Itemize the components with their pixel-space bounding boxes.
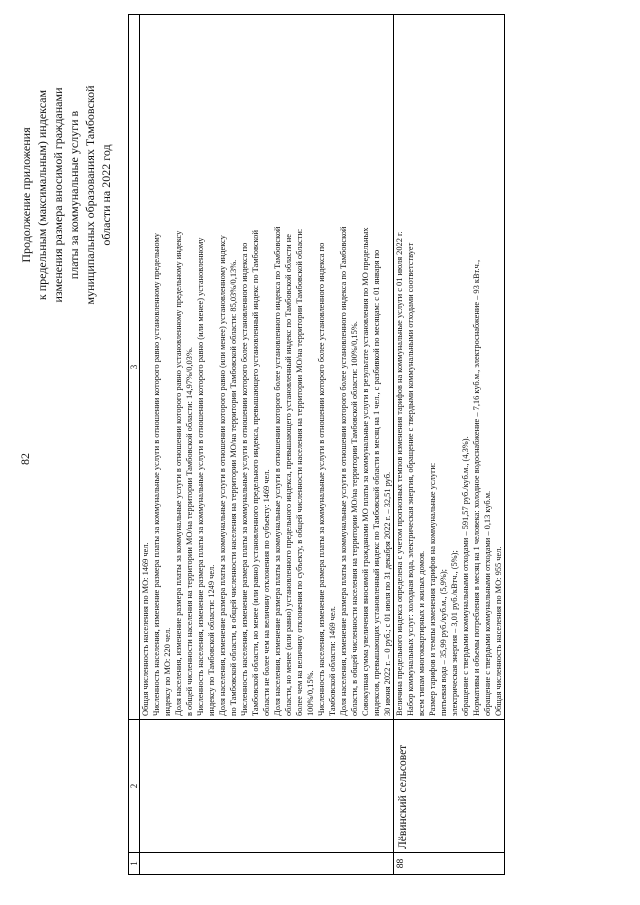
text-line: области не более чем на величину отклонения по субъекту: 1469 чел. xyxy=(262,469,271,716)
text-line: Размер тарифов и темпы изменения тарифов на коммунальные услуги: xyxy=(428,462,437,716)
text-line: Совокупная сумма увеличения вносимой гражданами МО платы за коммунальные услуги в результате установления по МО предельных xyxy=(361,227,370,716)
text-line: Тамбовской области: 1469 чел. xyxy=(328,606,337,716)
text-line: Численность населения, изменение размера платы за коммунальные услуги в отношении которого более установленного индекса по xyxy=(317,242,326,716)
page-number: 82 xyxy=(18,453,32,465)
text-line: Численность населения, изменение размера платы за коммунальные услуги в отношении которого равно (или менее) установленному xyxy=(196,237,205,716)
text-line: Тамбовской области, но менее (или равно) установленного предельного индекса, превышающего установленный индекс по Тамбовской xyxy=(251,230,260,716)
column-header: 2 xyxy=(129,720,140,853)
text-line: Общая численность населения по МО: 955 чел. xyxy=(494,546,503,716)
text-line: 100%/0,15%. xyxy=(306,670,315,716)
text-line: всем типам многоквартирных и жилых домов. xyxy=(417,550,426,716)
table-row xyxy=(394,15,505,875)
text-line: Общая численность населения по МО: 1469 чел. xyxy=(141,542,150,716)
heading-line: платы за коммунальные услуги в xyxy=(67,110,81,280)
text-line: более чем на величину отклонения по субъекту, в общей численности населения на территории МО/на территории Тамбовской области: xyxy=(295,228,304,716)
municipality-name: Лёвинский сельсовет xyxy=(394,720,505,853)
text-line: Доля населения, изменение размера платы за коммунальные услуги в отношении которого равно установленному предельному индексу xyxy=(174,230,183,716)
text-line: Численность населения, изменение размера платы за коммунальные услуги в отношении которого более установленного индекса по xyxy=(240,242,249,716)
text-line: области, но менее (или равно) установленного предельного индекса, превышающего установленный индекс по Тамбовской области не xyxy=(284,234,293,716)
text-line: индексу по МО: 220 чел. xyxy=(163,627,172,716)
text-line: индексов, превышающих установленный индекс по Тамбовской области в месяц на 1 чел., с разбивкой по месяцам: с 01 января по xyxy=(372,249,381,716)
text-line: по Тамбовской области, в общей численности населения на территории МО/на территории Тамбовской области: 85,03%/0,13%. xyxy=(229,259,238,716)
text-line: обращение с твердыми коммунальными отходами – 591,57 руб./куб.м., (4,3%). xyxy=(461,436,470,716)
appendix-heading xyxy=(18,30,114,360)
text-line: Набор коммунальных услуг: холодная вода, электрическая энергия, обращение с твердыми коммунальными отходами соответствует xyxy=(406,242,415,716)
heading-line: к предельным (максимальным) индексам xyxy=(35,89,49,301)
text-line: 30 июня 2022 г. – 0 руб.; с 01 июля по 31 декабря 2022 г. – 32,51 руб. xyxy=(383,471,392,716)
heading-line: Продолжение приложения xyxy=(19,127,33,263)
indices-table xyxy=(128,14,505,875)
column-header: 1 xyxy=(129,853,140,875)
text-line: Величина предельного индекса определена с учетом прогнозных темпов изменения тарифов на коммунальные услуги с 01 июля 2022 г. xyxy=(395,231,404,716)
text-line: Доля населения, изменение размера платы за коммунальные услуги в отношении которого более установленного индекса по Тамбовской xyxy=(273,226,282,716)
text-line: Численность населения, изменение размера платы за коммунальные услуги в отношении которого равно установленному предельному xyxy=(152,233,161,716)
text-line: в общей численности населения на территории МО/на территории Тамбовской области: 14,97%/0,03%. xyxy=(185,347,194,716)
heading-line: области на 2022 год xyxy=(99,144,113,246)
row-number xyxy=(140,853,394,875)
row-number: 88 xyxy=(394,853,505,875)
table-header-row xyxy=(129,15,140,875)
text-line: Доля населения, изменение размера платы за коммунальные услуги в отношении которого более установленного индекса по Тамбовской xyxy=(339,226,348,716)
text-line: обращение с твердыми коммунальными отходами – 0,13 куб.м. xyxy=(483,490,492,716)
text-line: Доля населения, изменение размера платы за коммунальные услуги в отношении которого равно (или менее) установленному индексу xyxy=(218,235,227,716)
text-line: индексу по Тамбовской области: 1249 чел. xyxy=(207,564,216,716)
column-header: 3 xyxy=(129,15,140,720)
text-line: электрическая энергия – 3,01 руб./кВтч., (5%); xyxy=(450,550,459,716)
municipality-name xyxy=(140,720,394,853)
text-line: Нормативы и объемы потребления в месяц на 1 человека: холодное водоснабжение – 7,16 куб.м., электроснабжение – 93 кВт.ч., xyxy=(472,259,481,716)
table-row xyxy=(140,15,394,875)
indicator-text xyxy=(394,15,505,720)
indicator-text xyxy=(140,15,394,720)
text-line: области, в общей численности населения на территории МО/на территории Тамбовской области: 100%/0,15%. xyxy=(350,321,359,716)
heading-line: муниципальных образованиях Тамбовской xyxy=(83,85,97,305)
text-line: питьевая вода – 35,99 руб./куб.м., (5,9%); xyxy=(439,569,448,716)
heading-line: изменения размера вносимой гражданами xyxy=(51,87,65,303)
